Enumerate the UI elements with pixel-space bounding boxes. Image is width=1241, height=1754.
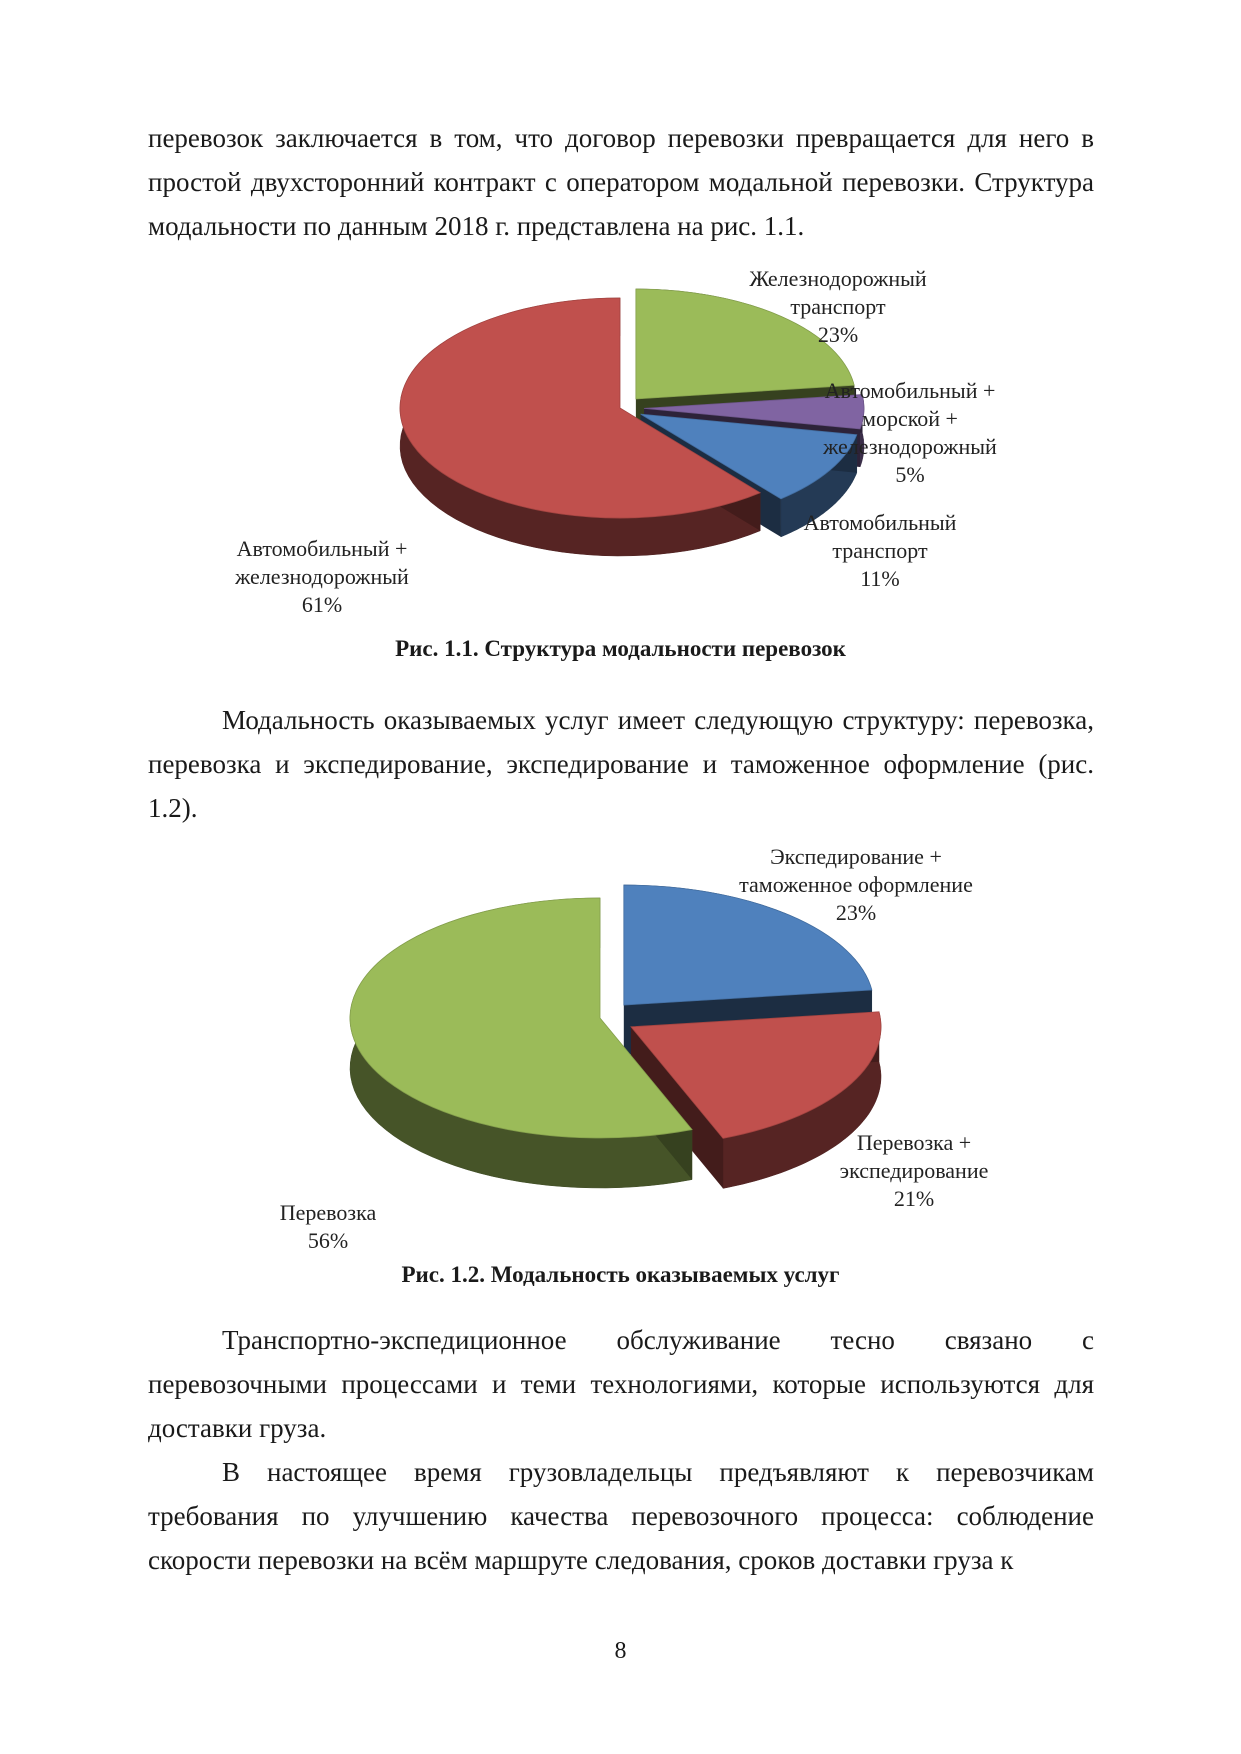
- pie-label: Автомобильный транспорт 11%: [803, 510, 957, 591]
- paragraph-1: перевозок заключается в том, что договор перевозки превращается для него в простой двухсторонний контракт с оператором модальной перевозки. Структура модальности по данным 2018 г. представлена на рис. 1.1.: [148, 123, 1094, 241]
- paragraph-2: Модальность оказываемых услуг имеет следующую структуру: перевозка, перевозка и экспедирование, экспедирование и таможенное оформление (рис. 1.2).: [148, 705, 1094, 823]
- pie-label: Автомобильный + морской + железнодорожный 5%: [823, 378, 997, 487]
- figure-2-caption: Рис. 1.2. Модальность оказываемых услуг: [401, 1262, 840, 1287]
- pie-label: Перевозка 56%: [279, 1200, 377, 1248]
- paragraph-3: Транспортно-экспедиционное обслуживание тесно связано с перевозочными процессами и теми технологиями, которые используются для доставки груза.: [148, 1325, 1094, 1443]
- pie-1-slices: [400, 289, 864, 556]
- pie-slice: [624, 885, 872, 1005]
- pie-label: Автомобильный + железнодорожный 61%: [235, 536, 409, 617]
- pie-2-slices: [350, 885, 881, 1188]
- pie-chart-2: [0, 838, 1241, 1248]
- paragraph-4: В настоящее время грузовладельцы предъявляют к перевозчикам требования по улучшению качества перевозочного процесса: соблюдение скорости перевозки на всём маршруте следования, сроков доставки груза к: [148, 1457, 1094, 1575]
- figure-1-caption: Рис. 1.1. Структура модальности перевозок: [395, 636, 846, 661]
- pie-label: Железнодорожный транспорт 23%: [749, 266, 927, 347]
- pie-label: Экспедирование + таможенное оформление 23%: [739, 844, 973, 925]
- pie-chart-1: [0, 258, 1241, 638]
- page-number: 8: [614, 1638, 627, 1664]
- pie-label: Перевозка + экспедирование 21%: [839, 1130, 989, 1211]
